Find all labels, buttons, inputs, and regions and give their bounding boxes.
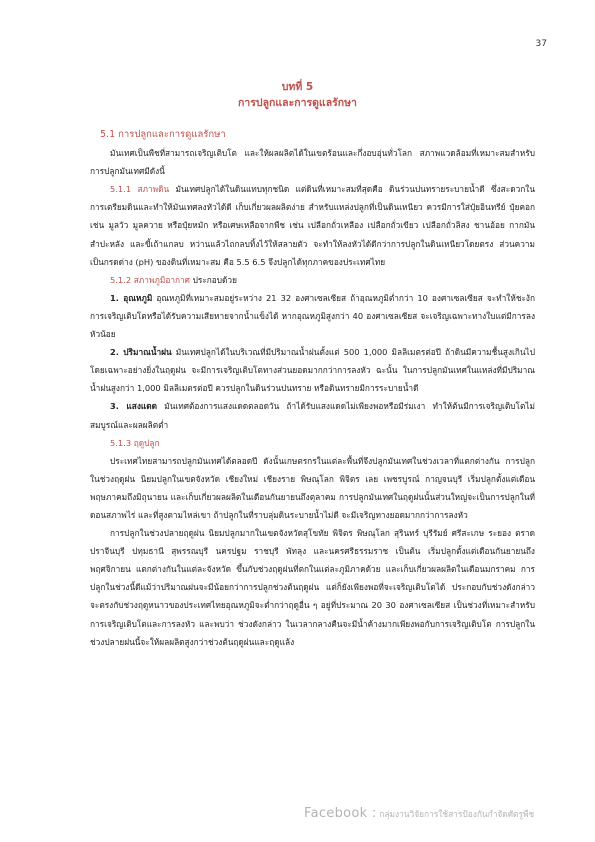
- section-5-1-heading: 5.1 การปลูกและการดูแลรักษา: [100, 129, 226, 140]
- climate-item-label: 2. ปริมาณน้ำฝน: [110, 347, 172, 358]
- section-5-1-2-heading-line: [90, 271, 535, 289]
- section-5-1-intro: มันเทศเป็นพืชที่สามารถเจริญเติบโต และให้ผลผลิตได้ในเขตร้อนและกึ่งอบอุ่นทั่วโลก สภาพแวดล้อมที่เหมาะสมสำหรับการปลูกมันเทศมีดังนี้: [90, 148, 535, 177]
- footer-text: กลุ่มงานวิจัยการใช้สารป้องกันกำจัดศัตรูพืช: [376, 809, 535, 819]
- section-5-1-1-text: มันเทศปลูกได้ในดินแทบทุกชนิด แต่ดินที่เหมาะสมที่สุดคือ ดินร่วนปนทรายระบายน้ำดี ซึ่งสะดวกในการเตรียมดินและทำให้มันเทศลงหัวได้ดี เก็บเกี่ยวผลผลิตง่าย สำหรับแหล่งปลูกที่เป็นดินเหนียว ควรมีการใส่ปุ๋ยอินทรีย์ ปุ๋ยคอก เช่น มูลวัว มูลควาย หรือปุ๋ยหมัก หรือเศษเหลือจากพืช เช่น เปลือกถั่วเหลือง เปลือกถั่วเขียว เปลือกถั่วลิสง ชานอ้อย กากมันสำปะหลัง และขี้เถ้าแกลบ หว่านแล้วไถกลบทิ้งไว้ให้สลายตัว จะทำให้ลงหัวได้ดีกว่าการปลูกในดินเหนียวโดยตรง ส่วนความเป็นกรดด่าง (pH) ของดินที่เหมาะสม คือ 5.5 6.5 จึงปลูกได้ทุกภาคของประเทศไทย: [90, 184, 535, 267]
- section-5-1-1-heading: 5.1.1 สภาพดิน: [110, 184, 170, 195]
- chapter-subtitle: การปลูกและการดูแลรักษา: [238, 97, 357, 109]
- climate-item-text: มันเทศต้องการแสงแดดตลอดวัน ถ้าได้รับแสงแดดไม่เพียงพอหรือมีร่มเงา ทำให้ต้นมีการเจริญเติบโตไม่สมบูรณ์และผลผลิตต่ำ: [90, 401, 535, 430]
- climate-item-label: 3. แสงแดด: [110, 401, 158, 412]
- page-body: [90, 126, 535, 651]
- chapter-title: บทที่ 5: [281, 81, 314, 93]
- climate-item-label: 1. อุณหภูมิ: [110, 292, 153, 303]
- climate-item-text: มันเทศปลูกได้ในบริเวณที่มีปริมาณน้ำฝนตั้งแต่ 500 1,000 มิลลิเมตรต่อปี ถ้าดินมีความชื้นสูงเกินไปโดยเฉพาะอย่างยิ่งในฤดูฝน จะมีการเจริญเติบโตทางส่วนยอดมากกว่าการลงหัว ฉะนั้น ในการปลูกมันเทศในแหล่งที่มีปริมาณน้ำฝนสูงกว่า 1,000 มิลลิเมตรต่อปี ควรปลูกในดินร่วนปนทราย หรือดินทรายมีการระบายน้ำดี: [90, 347, 535, 394]
- page-number: 37: [535, 39, 547, 49]
- section-5-1-3-paragraph-2: การปลูกในช่วงปลายฤดูฝน นิยมปลูกมากในเขตจังหวัดสุโขทัย พิจิตร พิษณุโลก สุรินทร์ บุรีรัมย์ ศรีสะเกษ ระยอง ตราด ปราจีนบุรี ปทุมธานี สุพรรณบุรี นครปฐม ราชบุรี พัทลุง และนครศรีธรรมราช เป็นต้น เริ่มปลูกตั้งแต่เดือนกันยายนถึงพฤศจิกายน แตกต่างกันในแต่ละจังหวัด ขึ้นกับช่วงฤดูฝนที่ตกในแต่ละภูมิภาคด้วย และเก็บเกี่ยวผลผลิตในเดือนมกราคม การปลูกในช่วงนี้ดีแม้ว่าปริมาณฝนจะมีน้อยกว่าการปลูกช่วงต้นฤดูฝน แต่ก็ยังเพียงพอที่จะเจริญเติบโตได้ ประกอบกับช่วงดังกล่าวจะตรงกับช่วงฤดูหนาวของประเทศไทยอุณหภูมิจะต่ำกว่าฤดูอื่น ๆ อยู่ที่ประมาณ 20 30 องศาเซลเซียส เป็นช่วงที่เหมาะสำหรับการเจริญเติบโตและการลงหัว และพบว่า ช่วงดังกล่าว ในเวลากลางคืนจะมีน้ำค้างมากเพียงพอกับการเจริญเติบโต การปลูกในช่วงปลายฝนนี้จะให้ผลผลิตสูงกว่าช่วงต้นฤดูฝนและฤดูแล้ง: [90, 528, 535, 647]
- section-5-1-2-heading: 5.1.2 สภาพภูมิอากาศ: [110, 274, 190, 285]
- section-5-1-3-heading: 5.1.3 ฤดูปลูก: [110, 437, 160, 448]
- footer-brand: Facebook :: [304, 806, 377, 821]
- climate-item-rainfall: [90, 343, 535, 397]
- climate-item-text: อุณหภูมิที่เหมาะสมอยู่ระหว่าง 21 32 องศาเซลเซียส ถ้าอุณหภูมิต่ำกว่า 10 องศาเซลเซียส จะทำให้ชะงักการเจริญเติบโตหรือได้รับความเสียหายจากน้ำแข็งได้ หากอุณหภูมิสูงกว่า 40 องศาเซลเซียส จะเจริญเฉพาะทางใบแต่มีการลงหัวน้อย: [90, 292, 535, 340]
- section-5-1-2-heading-suffix: ประกอบด้วย: [189, 274, 237, 285]
- footer-facebook-credit: [304, 802, 594, 821]
- climate-item-temperature: [90, 289, 535, 343]
- climate-item-sunlight: [90, 397, 535, 433]
- section-5-1-3-paragraph-1: ประเทศไทยสามารถปลูกมันเทศได้ตลอดปี ดังนั้นเกษตรกรในแต่ละพื้นที่จึงปลูกมันเทศในช่วงเวลาที่แตกต่างกัน การปลูกในช่วงฤดูฝน นิยมปลูกในเขตจังหวัด เชียงใหม่ เชียงราย พิษณุโลก พิจิตร เลย เพชรบูรณ์ กาญจนบุรี เริ่มปลูกตั้งแต่เดือนพฤษภาคมถึงมิถุนายน และเก็บเกี่ยวผลผลิตในเดือนกันยายนถึงตุลาคม การปลูกมันเทศในฤดูฝนนั้นส่วนใหญ่จะเป็นการปลูกในที่ดอนสภาพไร่ และที่สูงตามไหล่เขา ถ้าปลูกในที่ราบลุ่มดินระบายน้ำไม่ดี จะมีเจริญทางยอดมากกว่าการลงหัว: [90, 455, 535, 520]
- section-5-1-1-paragraph: [90, 180, 535, 270]
